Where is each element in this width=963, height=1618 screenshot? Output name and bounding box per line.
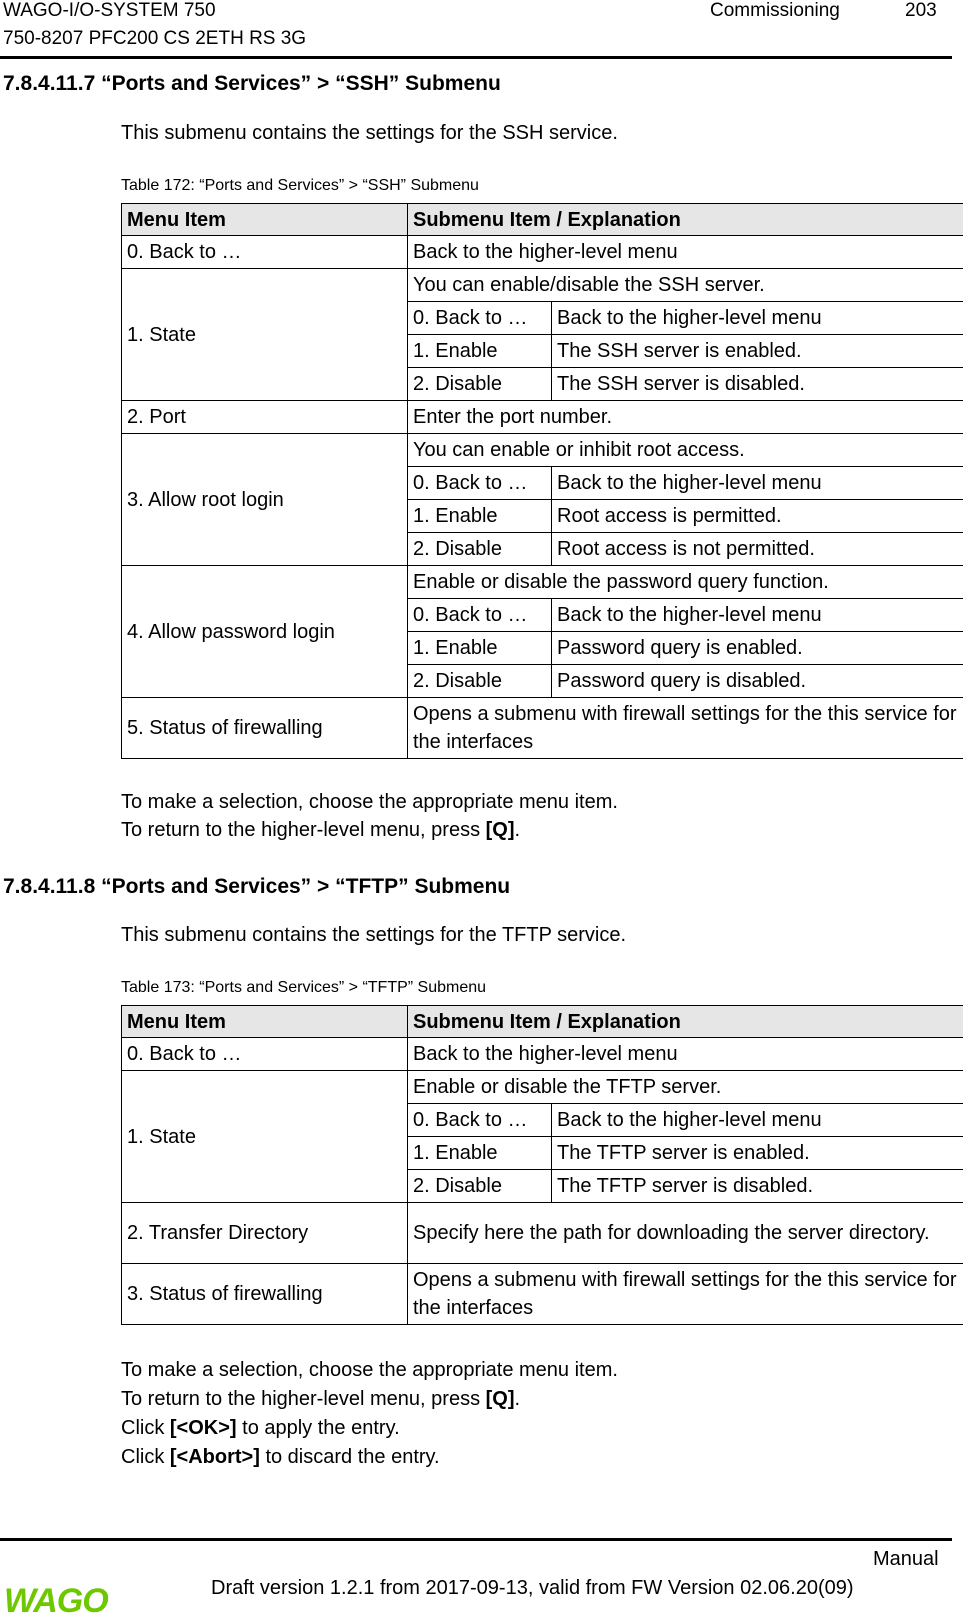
submenu-explanation: The SSH server is enabled. (552, 335, 963, 368)
submenu-item: 2. Disable (408, 665, 552, 698)
submenu-item: 0. Back to … (408, 1104, 552, 1137)
explanation: Specify here the path for downloading the server directory. (408, 1203, 963, 1264)
submenu-explanation: Password query is enabled. (552, 632, 963, 665)
submenu-item: 1. Enable (408, 632, 552, 665)
table-header-row (122, 204, 963, 236)
explanation: Opens a submenu with firewall settings for the this service for the interfaces (408, 1264, 963, 1325)
table-row (122, 1203, 963, 1264)
footer-rule (0, 1538, 952, 1541)
submenu-item: 2. Disable (408, 1170, 552, 1203)
section-heading-ssh: 7.8.4.11.7 “Ports and Services” > “SSH” Submenu (3, 72, 501, 95)
submenu-item: 1. Enable (408, 500, 552, 533)
submenu-explanation: Root access is not permitted. (552, 533, 963, 566)
submenu-explanation: Password query is disabled. (552, 665, 963, 698)
explanation: Back to the higher-level menu (408, 1038, 963, 1071)
table-row (122, 236, 963, 269)
header-rule (0, 56, 952, 59)
column-header-explanation: Submenu Item / Explanation (408, 1006, 963, 1038)
table-row (122, 698, 963, 759)
explanation: You can enable/disable the SSH server. (408, 269, 963, 302)
footer-manual-label: Manual (873, 1548, 939, 1570)
table-header-row (122, 1006, 963, 1038)
submenu-explanation: Back to the higher-level menu (552, 1104, 963, 1137)
explanation: Opens a submenu with firewall settings for the this service for the interfaces (408, 698, 963, 759)
explanation: Back to the higher-level menu (408, 236, 963, 269)
submenu-item: 0. Back to … (408, 599, 552, 632)
submenu-item: 1. Enable (408, 335, 552, 368)
table-row (122, 1264, 963, 1325)
submenu-item: 1. Enable (408, 1137, 552, 1170)
ssh-table-caption: Table 172: “Ports and Services” > “SSH” Submenu (121, 177, 479, 194)
submenu-item: 2. Disable (408, 368, 552, 401)
tftp-note-return: To return to the higher-level menu, press [Q]. (121, 1388, 521, 1410)
menu-item-port: 2. Port (122, 401, 408, 434)
tftp-note-discard: Click [<Abort>] to discard the entry. (121, 1446, 440, 1468)
column-header-menu-item: Menu Item (122, 204, 408, 236)
menu-item-transfer-directory: 2. Transfer Directory (122, 1203, 408, 1264)
explanation: Enable or disable the password query function. (408, 566, 963, 599)
menu-item-state: 1. State (122, 269, 408, 401)
submenu-explanation: Root access is permitted. (552, 500, 963, 533)
header-product-model: 750-8207 PFC200 CS 2ETH RS 3G (3, 28, 307, 49)
menu-item-back: 0. Back to … (122, 236, 408, 269)
explanation: Enter the port number. (408, 401, 963, 434)
tftp-table-caption: Table 173: “Ports and Services” > “TFTP” Submenu (121, 979, 487, 996)
tftp-menu-table (121, 1005, 963, 1325)
ssh-note-selection: To make a selection, choose the appropriate menu item. (121, 791, 618, 813)
submenu-explanation: The SSH server is disabled. (552, 368, 963, 401)
table-row (122, 269, 963, 302)
submenu-explanation: Back to the higher-level menu (552, 467, 963, 500)
submenu-explanation: The TFTP server is enabled. (552, 1137, 963, 1170)
submenu-item: 2. Disable (408, 533, 552, 566)
ssh-intro: This submenu contains the settings for the SSH service. (121, 122, 618, 144)
submenu-item: 0. Back to … (408, 467, 552, 500)
wago-logo-text: WAGO (4, 1582, 108, 1616)
menu-item-state: 1. State (122, 1071, 408, 1203)
tftp-note-apply: Click [<OK>] to apply the entry. (121, 1417, 400, 1439)
menu-item-status-of-firewalling: 5. Status of firewalling (122, 698, 408, 759)
ssh-note-return: To return to the higher-level menu, press [Q]. (121, 819, 521, 841)
table-row (122, 1038, 963, 1071)
explanation: You can enable or inhibit root access. (408, 434, 963, 467)
header-section: Commissioning (710, 0, 840, 21)
section-heading-tftp: 7.8.4.11.8 “Ports and Services” > “TFTP” Submenu (3, 875, 511, 898)
submenu-explanation: Back to the higher-level menu (552, 302, 963, 335)
submenu-explanation: The TFTP server is disabled. (552, 1170, 963, 1203)
table-row (122, 434, 963, 467)
table-row (122, 566, 963, 599)
tftp-note-selection: To make a selection, choose the appropriate menu item. (121, 1359, 618, 1381)
table-row (122, 401, 963, 434)
explanation: Enable or disable the TFTP server. (408, 1071, 963, 1104)
column-header-menu-item: Menu Item (122, 1006, 408, 1038)
submenu-item: 0. Back to … (408, 302, 552, 335)
page-number: 203 (905, 0, 937, 21)
wago-logo (2, 1582, 122, 1616)
menu-item-status-of-firewalling: 3. Status of firewalling (122, 1264, 408, 1325)
key-q: [Q] (485, 1388, 515, 1410)
menu-item-allow-root-login: 3. Allow root login (122, 434, 408, 566)
key-q: [Q] (485, 819, 515, 841)
menu-item-back: 0. Back to … (122, 1038, 408, 1071)
tftp-intro: This submenu contains the settings for the TFTP service. (121, 924, 627, 946)
table-row (122, 1071, 963, 1104)
key-abort: [<Abort>] (169, 1446, 260, 1468)
ssh-menu-table (121, 203, 963, 759)
footer-draft-version: Draft version 1.2.1 from 2017-09-13, valid from FW Version 02.06.20(09) (211, 1577, 854, 1599)
column-header-explanation: Submenu Item / Explanation (408, 204, 963, 236)
submenu-explanation: Back to the higher-level menu (552, 599, 963, 632)
key-ok: [<OK>] (169, 1417, 237, 1439)
menu-item-allow-password-login: 4. Allow password login (122, 566, 408, 698)
header-product-line: WAGO-I/O-SYSTEM 750 (3, 0, 216, 21)
